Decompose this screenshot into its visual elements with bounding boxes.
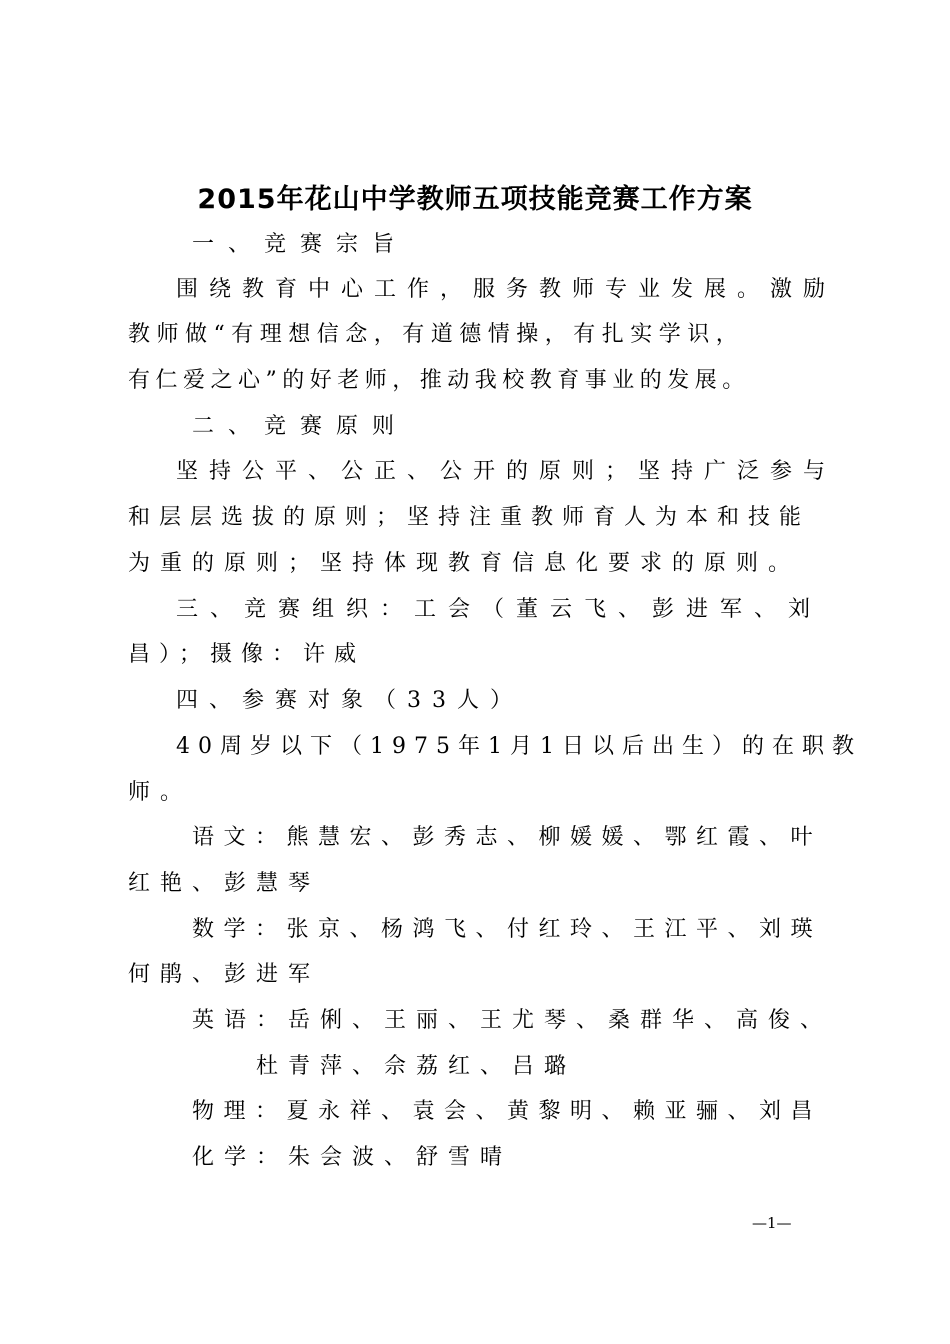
- heading-principles: 二、竞赛原则: [192, 414, 409, 439]
- paragraph-line: 坚持公平、公正、公开的原则；坚持广泛参与: [176, 459, 837, 484]
- heading-participants: 四、参赛对象（33人）: [176, 688, 523, 713]
- paragraph-line: 围绕教育中心工作，服务教师专业发展。激励: [176, 277, 837, 302]
- paragraph-line: 教师做“有理想信念，有道德情操，有扎实学识，: [128, 322, 745, 347]
- page-number: —1—: [752, 1214, 792, 1232]
- participants-english-cont: 杜青萍、佘荔红、吕璐: [256, 1054, 577, 1079]
- participants-math: 数学：张京、杨鸿飞、付红玲、王江平、刘瑛: [192, 917, 823, 942]
- paragraph-line: 为重的原则；坚持体现教育信息化要求的原则。: [128, 551, 801, 576]
- paragraph-line: 40周岁以下（1975年1月1日以后出生）的在职教: [176, 734, 862, 759]
- participants-physics: 物理：夏永祥、袁会、黄黎明、赖亚骊、刘昌: [192, 1099, 823, 1124]
- paragraph-line: 和层层选拔的原则；坚持注重教师育人为本和技能: [128, 505, 811, 530]
- paragraph-line: 有仁爱之心”的好老师，推动我校教育事业的发展。: [128, 368, 750, 393]
- paragraph-line: 师。: [128, 780, 193, 805]
- participants-english: 英语：岳俐、王丽、王尤琴、桑群华、高俊、: [192, 1008, 833, 1033]
- paragraph-line: 昌）；摄像：许威: [128, 642, 366, 667]
- document-title: 2015年花山中学教师五项技能竞赛工作方案: [197, 184, 753, 215]
- participants-chemistry: 化学：朱会波、舒雪晴: [192, 1145, 513, 1170]
- participants-chinese-cont: 红艳、彭慧琴: [128, 871, 321, 896]
- participants-chinese: 语文：熊慧宏、彭秀志、柳媛媛、鄂红霞、叶: [192, 825, 823, 850]
- heading-organization: 三、竞赛组织：工会（董云飞、彭进军、刘: [176, 597, 823, 622]
- heading-purpose: 一、竞赛宗旨: [192, 232, 409, 257]
- participants-math-cont: 何鹃、彭进军: [128, 962, 321, 987]
